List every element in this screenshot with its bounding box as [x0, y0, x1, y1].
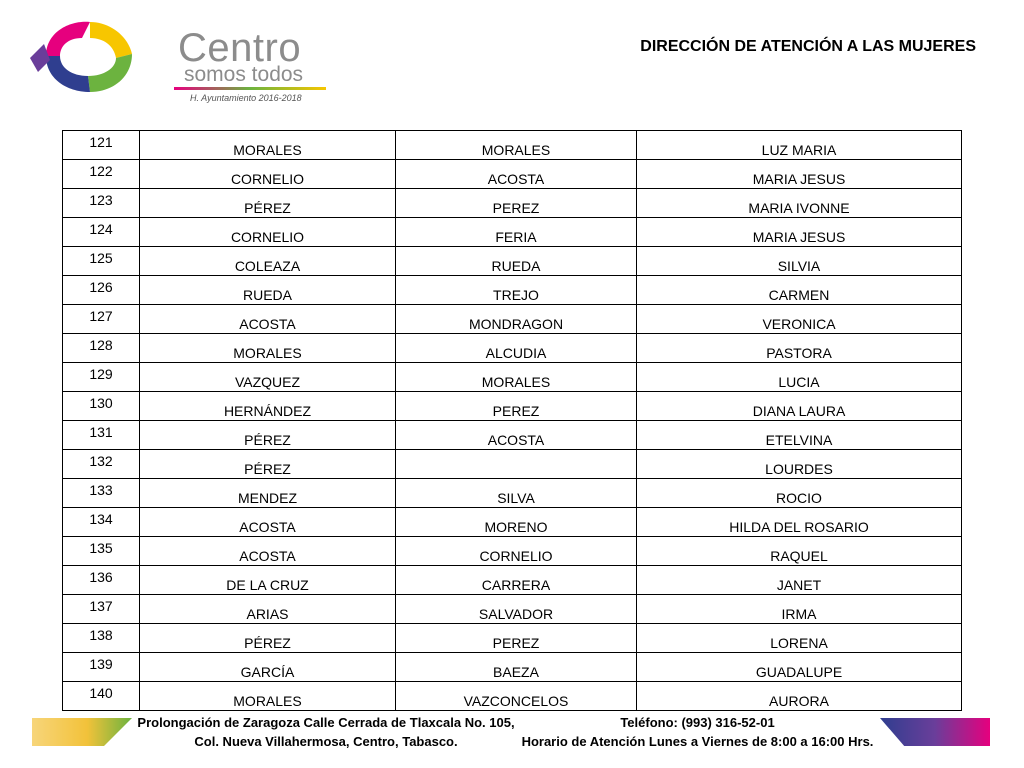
- table-row: [63, 624, 962, 653]
- row-number: 123: [63, 189, 140, 218]
- first-surname-cell: MORALES: [140, 682, 396, 711]
- given-name-cell: AURORA: [637, 682, 962, 711]
- given-name-cell: VERONICA: [637, 305, 962, 334]
- row-number: 133: [63, 479, 140, 508]
- second-surname-cell: RUEDA: [396, 247, 637, 276]
- given-name-cell: RAQUEL: [637, 537, 962, 566]
- row-number: 134: [63, 508, 140, 537]
- first-surname-cell: DE LA CRUZ: [140, 566, 396, 595]
- footer-accent-right: [880, 718, 990, 746]
- logo-word: Centro: [178, 26, 302, 70]
- first-surname-cell: ACOSTA: [140, 508, 396, 537]
- table-row: [63, 218, 962, 247]
- second-surname-cell: CARRERA: [396, 566, 637, 595]
- first-surname-cell: GARCÍA: [140, 653, 396, 682]
- second-surname-cell: SALVADOR: [396, 595, 637, 624]
- table-row: [63, 450, 962, 479]
- given-name-cell: HILDA DEL ROSARIO: [637, 508, 962, 537]
- phone-text: Teléfono: (993) 316-52-01: [620, 715, 775, 730]
- row-number: 131: [63, 421, 140, 450]
- second-surname-cell: FERIA: [396, 218, 637, 247]
- table-row: [63, 508, 962, 537]
- table-row: [63, 305, 962, 334]
- given-name-cell: MARIA JESUS: [637, 160, 962, 189]
- given-name-cell: ETELVINA: [637, 421, 962, 450]
- first-surname-cell: ACOSTA: [140, 537, 396, 566]
- row-number: 126: [63, 276, 140, 305]
- row-number: 135: [63, 537, 140, 566]
- row-number: 136: [63, 566, 140, 595]
- second-surname-cell: ACOSTA: [396, 421, 637, 450]
- row-number: 132: [63, 450, 140, 479]
- row-number: 140: [63, 682, 140, 711]
- department-title: DIRECCIÓN DE ATENCIÓN A LAS MUJERES: [640, 38, 976, 55]
- address-line-1: Prolongación de Zaragoza Calle Cerrada de Tlaxcala No. 105,: [137, 715, 515, 730]
- first-surname-cell: HERNÁNDEZ: [140, 392, 396, 421]
- first-surname-cell: RUEDA: [140, 276, 396, 305]
- hours-text: Horario de Atención Lunes a Viernes de 8:00 a 16:00 Hrs.: [521, 734, 874, 749]
- second-surname-cell: ACOSTA: [396, 160, 637, 189]
- given-name-cell: DIANA LAURA: [637, 392, 962, 421]
- table-row: [63, 479, 962, 508]
- given-name-cell: IRMA: [637, 595, 962, 624]
- first-surname-cell: PÉREZ: [140, 624, 396, 653]
- second-surname-cell: TREJO: [396, 276, 637, 305]
- first-surname-cell: CORNELIO: [140, 160, 396, 189]
- table-row: [63, 189, 962, 218]
- row-number: 137: [63, 595, 140, 624]
- second-surname-cell: MONDRAGON: [396, 305, 637, 334]
- given-name-cell: PASTORA: [637, 334, 962, 363]
- given-name-cell: SILVIA: [637, 247, 962, 276]
- given-name-cell: LUZ MARIA: [637, 131, 962, 160]
- centro-emblem-icon: [28, 14, 138, 98]
- table-row: [63, 363, 962, 392]
- first-surname-cell: MORALES: [140, 131, 396, 160]
- records-table-body: [63, 131, 962, 711]
- table-row: [63, 421, 962, 450]
- first-surname-cell: ACOSTA: [140, 305, 396, 334]
- second-surname-cell: CORNELIO: [396, 537, 637, 566]
- first-surname-cell: PÉREZ: [140, 189, 396, 218]
- given-name-cell: LUCIA: [637, 363, 962, 392]
- table-row: [63, 247, 962, 276]
- footer-contact: [505, 713, 890, 751]
- row-number: 122: [63, 160, 140, 189]
- given-name-cell: LOURDES: [637, 450, 962, 479]
- second-surname-cell: [396, 450, 637, 479]
- first-surname-cell: COLEAZA: [140, 247, 396, 276]
- second-surname-cell: VAZCONCELOS: [396, 682, 637, 711]
- first-surname-cell: CORNELIO: [140, 218, 396, 247]
- centro-logo: [28, 14, 308, 103]
- first-surname-cell: ARIAS: [140, 595, 396, 624]
- second-surname-cell: PEREZ: [396, 624, 637, 653]
- table-row: [63, 595, 962, 624]
- table-row: [63, 537, 962, 566]
- table-row: [63, 131, 962, 160]
- given-name-cell: LORENA: [637, 624, 962, 653]
- first-surname-cell: MORALES: [140, 334, 396, 363]
- second-surname-cell: MORALES: [396, 131, 637, 160]
- logo-tagline: H. Ayuntamiento 2016-2018: [190, 93, 302, 103]
- row-number: 125: [63, 247, 140, 276]
- logo-subtitle: somos todos: [184, 63, 304, 86]
- table-row: [63, 392, 962, 421]
- table-row: [63, 334, 962, 363]
- given-name-cell: ROCIO: [637, 479, 962, 508]
- first-surname-cell: VAZQUEZ: [140, 363, 396, 392]
- row-number: 130: [63, 392, 140, 421]
- second-surname-cell: PEREZ: [396, 189, 637, 218]
- second-surname-cell: BAEZA: [396, 653, 637, 682]
- given-name-cell: MARIA IVONNE: [637, 189, 962, 218]
- given-name-cell: JANET: [637, 566, 962, 595]
- second-surname-cell: ALCUDIA: [396, 334, 637, 363]
- records-table: [62, 130, 962, 711]
- second-surname-cell: PEREZ: [396, 392, 637, 421]
- row-number: 138: [63, 624, 140, 653]
- table-row: [63, 566, 962, 595]
- logo-divider: [174, 87, 326, 90]
- table-row: [63, 682, 962, 711]
- given-name-cell: MARIA JESUS: [637, 218, 962, 247]
- table-row: [63, 160, 962, 189]
- row-number: 129: [63, 363, 140, 392]
- first-surname-cell: PÉREZ: [140, 450, 396, 479]
- footer-address: [130, 713, 522, 751]
- given-name-cell: CARMEN: [637, 276, 962, 305]
- table-row: [63, 276, 962, 305]
- row-number: 124: [63, 218, 140, 247]
- row-number: 121: [63, 131, 140, 160]
- row-number: 139: [63, 653, 140, 682]
- table-row: [63, 653, 962, 682]
- second-surname-cell: SILVA: [396, 479, 637, 508]
- address-line-2: Col. Nueva Villahermosa, Centro, Tabasco.: [194, 734, 458, 749]
- row-number: 127: [63, 305, 140, 334]
- given-name-cell: GUADALUPE: [637, 653, 962, 682]
- first-surname-cell: PÉREZ: [140, 421, 396, 450]
- footer-accent-left: [32, 718, 132, 746]
- second-surname-cell: MORENO: [396, 508, 637, 537]
- second-surname-cell: MORALES: [396, 363, 637, 392]
- first-surname-cell: MENDEZ: [140, 479, 396, 508]
- row-number: 128: [63, 334, 140, 363]
